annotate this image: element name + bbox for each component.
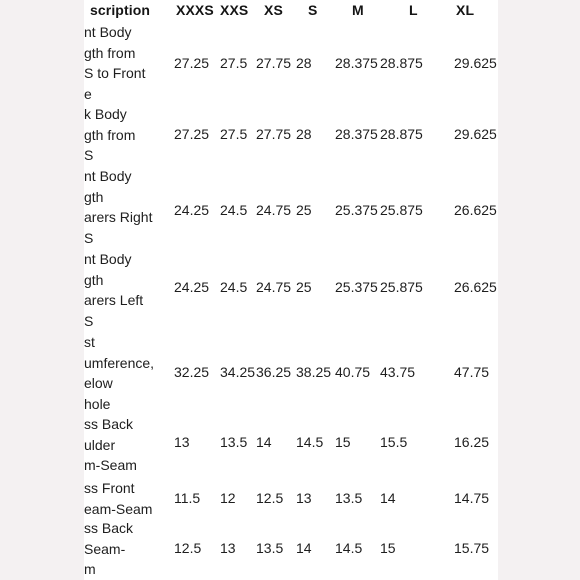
column-header-m: M [352,2,364,18]
column-header-s: S [308,2,318,18]
table-cell: 25.875 [380,279,423,295]
table-cell: 15 [335,434,351,450]
table-cell: 24.75 [256,202,292,218]
table-cell: 27.75 [256,126,292,142]
table-cell: 15.75 [454,540,490,556]
table-cell: 28 [296,55,312,71]
description-line: m-Seam [84,457,137,473]
table-cell: 14.5 [296,434,324,450]
table-cell: 27.5 [220,126,248,142]
across-back-label [84,518,174,580]
description-line: ss Front [84,480,135,496]
table-cell: 26.625 [454,279,497,295]
table-cell: 12 [220,490,236,506]
column-header-xs: XS [264,2,283,18]
table-cell: 14 [380,490,396,506]
front-body-length-hps-label [84,22,174,104]
description-line: S [84,147,94,163]
description-line: S [84,229,94,246]
table-cell: 47.75 [454,364,490,380]
table-cell: 25.375 [335,279,378,295]
table-row [84,478,498,518]
table-header-row [84,0,498,20]
table-cell: 43.75 [380,364,416,380]
description-line: k Body [84,106,127,122]
table-row [84,166,498,249]
table-cell: 34.25 [220,364,256,380]
table-cell: 24.25 [174,279,210,295]
table-cell: 13 [174,434,190,450]
table-cell: 11.5 [174,490,201,506]
back-body-length-hps-label [84,104,174,166]
table-cell: 24.5 [220,279,248,295]
size-chart-table [84,0,498,580]
table-cell: 28.375 [335,126,378,142]
table-cell: 29.625 [454,126,497,142]
table-cell: 25.875 [380,202,423,218]
description-line: gth [84,188,104,205]
description-line: gth from [84,44,136,61]
table-cell: 14.5 [335,540,363,556]
table-cell: 25.375 [335,202,378,218]
table-cell: 13.5 [220,434,248,450]
description-line: m [84,561,96,577]
table-cell: 15.5 [380,434,408,450]
description-line: nt Body [84,251,132,267]
table-cell: 14 [256,434,272,450]
across-back-shoulder-label [84,414,174,476]
column-header-xxxs: XXXS [176,2,214,18]
table-cell: 13 [220,540,236,556]
front-body-length-wearers-right-label [84,166,174,248]
table-cell: 13.5 [335,490,363,506]
chest-circumference-label [84,332,174,414]
description-line: hole [84,395,111,412]
description-line: nt Body [84,168,132,184]
description-line: ss Back [84,520,134,536]
description-line: elow [84,375,113,391]
description-line: Seam- [84,540,126,557]
table-cell: 13 [296,490,312,506]
description-line: st [84,334,95,350]
description-line: S [84,312,94,329]
description-line: eam-Seam [84,500,153,517]
description-line: arers Right [84,209,153,225]
description-line: ulder [84,436,116,453]
table-cell: 27.5 [220,55,248,71]
description-line: arers Left [84,292,144,308]
across-front-label [84,478,174,519]
front-body-length-wearers-left-label [84,249,174,331]
table-cell: 15 [380,540,396,556]
table-cell: 28.875 [380,55,423,71]
table-cell: 12.5 [174,540,202,556]
table-cell: 28 [296,126,312,142]
table-cell: 40.75 [335,364,371,380]
table-row [84,414,498,478]
table-cell: 36.25 [256,364,292,380]
table-cell: 24.75 [256,279,292,295]
table-cell: 38.25 [296,364,332,380]
description-line: e [84,85,92,102]
table-row [84,518,498,580]
table-row [84,104,498,166]
description-line: umference, [84,354,155,371]
table-cell: 27.25 [174,55,210,71]
table-cell: 16.25 [454,434,490,450]
table-row [84,22,498,104]
table-cell: 24.5 [220,202,248,218]
table-cell: 13.5 [256,540,284,556]
column-header-xl: XL [456,2,475,18]
column-header-description: scription [90,2,151,18]
table-cell: 14 [296,540,312,556]
table-row [84,332,498,414]
table-cell: 32.25 [174,364,210,380]
table-cell: 26.625 [454,202,497,218]
description-line: gth from [84,126,136,143]
table-cell: 28.375 [335,55,378,71]
description-line: gth [84,271,104,288]
column-header-xxs: XXS [220,2,249,18]
table-cell: 27.25 [174,126,210,142]
description-line: S to Front [84,65,146,81]
table-cell: 14.75 [454,490,490,506]
table-cell: 24.25 [174,202,210,218]
description-line: nt Body [84,24,132,40]
table-cell: 29.625 [454,55,497,71]
table-cell: 27.75 [256,55,292,71]
column-header-l: L [409,2,418,18]
description-line: ss Back [84,416,134,432]
table-cell: 28.875 [380,126,423,142]
table-cell: 25 [296,279,312,295]
table-cell: 12.5 [256,490,284,506]
table-row [84,249,498,332]
table-cell: 25 [296,202,312,218]
